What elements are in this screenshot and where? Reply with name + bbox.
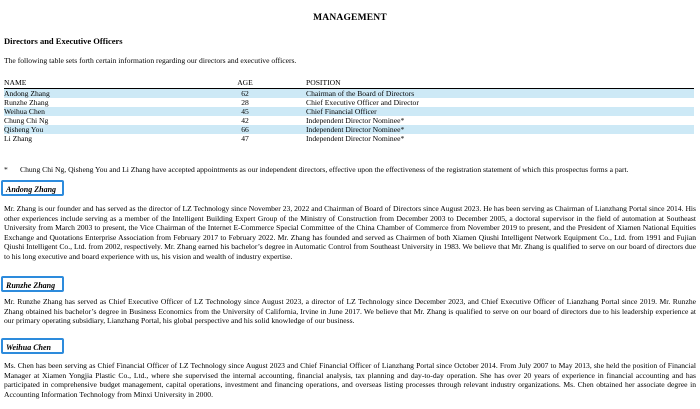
officers-table [4, 78, 694, 143]
cell-age: 66 [200, 125, 290, 134]
table-row [4, 107, 694, 116]
cell-age: 45 [200, 107, 290, 116]
bio-text-runzhe-zhang: Mr. Runzhe Zhang has served as Chief Executive Officer of LZ Technology since August 2023, a director of LZ Technology since December 2023, and Chief Executive Officer of Lianzhang Portal since 2019. Mr. Runzhe Zhang obtained his bachelor’s degree in Business Economics from the University of California, Irvine in June 2017. We believe that Mr. Zhang is qualified to serve on our board of directors due to his leadership experience at our primary operating subsidiary, Lianzhang Portal, his global perspective and his solid knowledge of our business. [4, 297, 696, 326]
cell-gap [290, 116, 306, 125]
bio-text-weihua-chen: Ms. Chen has been serving as Chief Financial Officer of LZ Technology since August 2023 and Chief Financial Officer of Lianzhang Portal since October 2014. From July 2007 to May 2013, she held the position of Financial Manager at Xiamen Yongjia Plastic Co., Ltd., where she supervised the internal accounting, financial analysis, tax planning and day-to-day operation. She has over 20 years of experience in financial accounting and has participated in comprehensive budget management, capital operations, investment and financing operations, and overseas listing processes through relevant industry organizations. Ms. Chen obtained her associate degree in Accounting Information Technology from Minxi University in 2000. [4, 361, 696, 399]
cell-position: Chief Financial Officer [306, 107, 694, 116]
cell-gap [290, 98, 306, 107]
cell-position: Independent Director Nominee* [306, 116, 405, 125]
cell-age: 62 [200, 89, 290, 99]
cell-gap [290, 107, 306, 116]
cell-name: Weihua Chen [4, 107, 200, 116]
footnote [4, 165, 629, 174]
table-row [4, 98, 694, 107]
cell-age: 47 [241, 134, 249, 143]
cell-name: Li Zhang [4, 134, 33, 143]
cell-gap [290, 125, 306, 134]
bio-name-andong-zhang: Andong Zhang [1, 180, 64, 196]
cell-gap [290, 89, 306, 99]
cell-position: Independent Director Nominee* [306, 125, 694, 134]
header-name: NAME [4, 78, 200, 89]
table-row [4, 89, 694, 99]
bio-text-andong-zhang: Mr. Zhang is our founder and has served as the director of LZ Technology since November 23, 2022 and Chairman of Board of Directors since August 2023. He has been serving as Chairman of Lianzhang Portal since 2014. His other experiences include serving as a member of the Intelligent Building Expert Group of the Ministry of Construction from December 2003 to December 2005, a doctoral supervisor in the field of automation at Southeast University from March 2003 to present, the Vice Chairman of the Internet E-Commerce Special Committee of the China Chamber of Commerce from November 2019 to present, and the President of Xiamen National Equities Exchange and Quotations Enterprise Association from February 2017 to February 2022. Mr. Zhang has founded and served as Chairmen of both Xiamen Qiushi Intelligent Network Equipment Co., Ltd. from 1991 and Fujian Qiushi Intelligent Co., Ltd. from 2002, respectively. Mr. Zhang earned his bachelor’s degree in Automatic Control from Southeast University in 1983. We believe that Mr. Zhang is qualified to serve on our board of directors due to his long executive and board experience with us, his vision and wealth of industry expertise. [4, 204, 696, 261]
header-gap [290, 78, 306, 89]
cell-position: Independent Director Nominee* [306, 134, 405, 143]
cell-age: 42 [241, 116, 249, 125]
footnote-text: Chung Chi Ng, Qisheng You and Li Zhang have accepted appointments as our independent directors, effective upon the effectiveness of the registration statement of which this prospectus forms a part. [20, 165, 629, 174]
cell-name: Runzhe Zhang [4, 98, 49, 107]
bio-name-weihua-chen: Weihua Chen [1, 338, 64, 354]
table-header-row [4, 78, 694, 89]
cell-name: Andong Zhang [4, 89, 200, 99]
page-title: MANAGEMENT [313, 13, 387, 23]
table-row [4, 134, 694, 143]
cell-gap [290, 134, 306, 143]
cell-age: 28 [241, 98, 249, 107]
intro-text: The following table sets forth certain information regarding our directors and executive officers. [4, 56, 297, 65]
cell-name: Chung Chi Ng [4, 116, 49, 125]
cell-position: Chief Executive Officer and Director [306, 98, 419, 107]
section-heading: Directors and Executive Officers [4, 36, 123, 46]
table-row [4, 116, 694, 125]
cell-name: Qisheng You [4, 125, 200, 134]
footnote-marker: * [4, 165, 8, 174]
header-age: AGE [200, 78, 290, 89]
cell-position: Chairman of the Board of Directors [306, 89, 694, 99]
table-row [4, 125, 694, 134]
header-position: POSITION [306, 78, 694, 89]
bio-name-runzhe-zhang: Runzhe Zhang [1, 276, 64, 292]
